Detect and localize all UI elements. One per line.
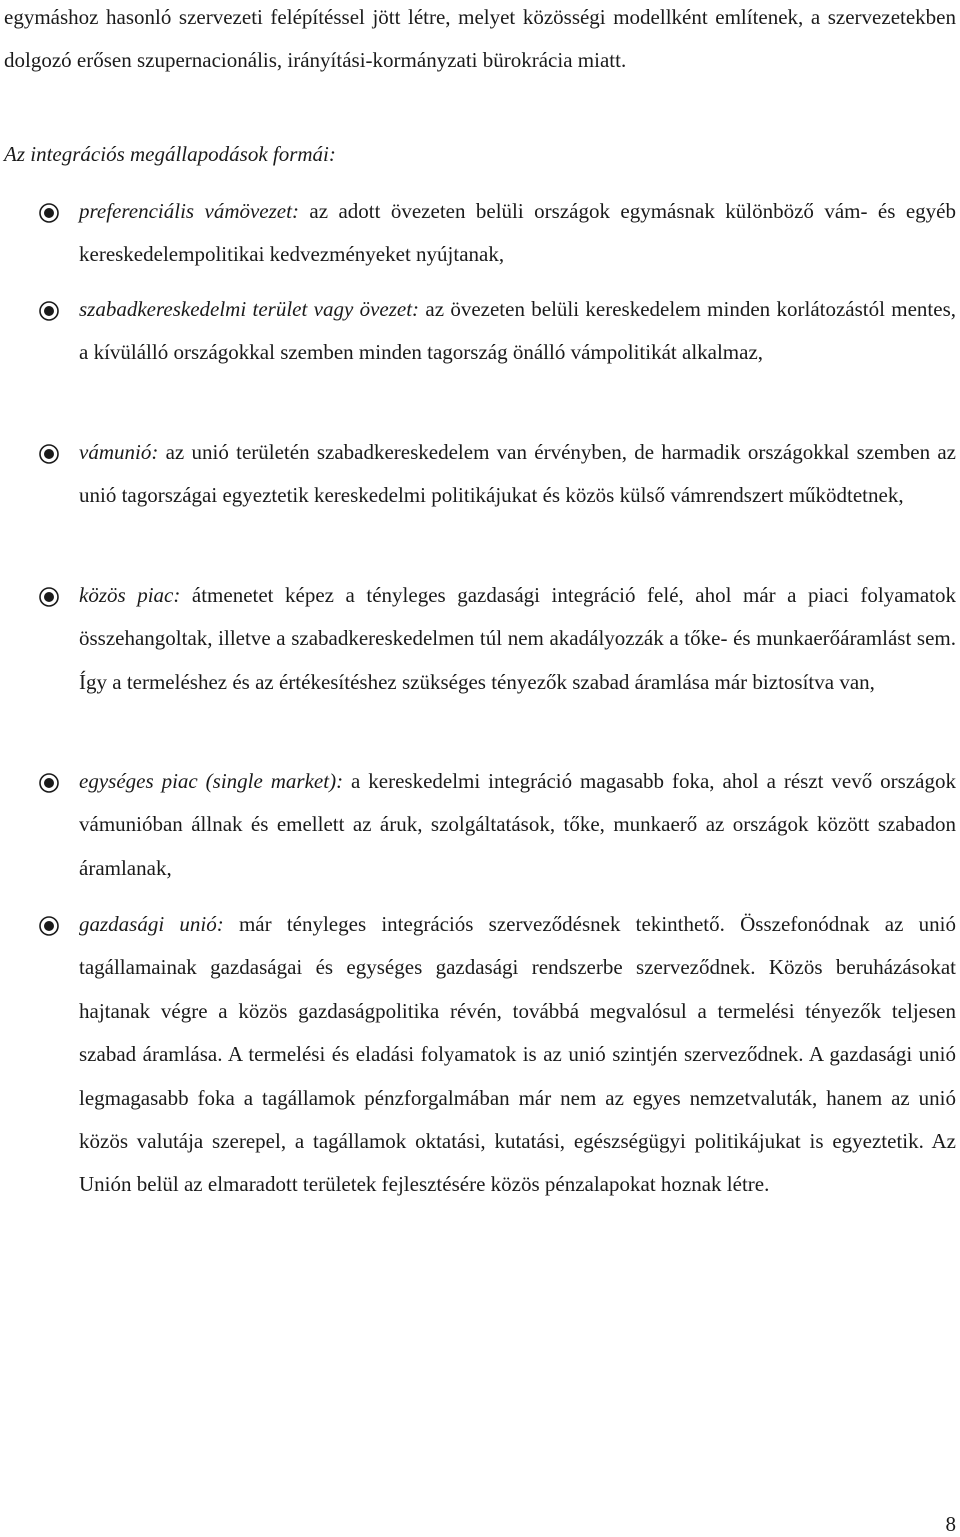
radio-bullet-icon [38,586,60,608]
list-item-text [79,760,956,890]
page-number: 8 [945,1512,956,1536]
list-item-term: preferenciális vámövezet: [79,199,299,223]
list-item-term: egységes piac (single market): [79,769,344,793]
list-item-text [79,574,956,704]
list-item-text [79,903,956,1207]
list-item-text [79,190,956,277]
list-item-body: az unió területén szabadkereskedelem van érvényben, de harmadik országokkal szemben az unió tagországai egyeztetik kereskedelmi politikájukat és közös külső vámrendszert működtetnek, [79,440,956,508]
list-item-body: az övezeten belüli kereskedelem minden korlátozástól mentes, a kívülálló országokkal szemben minden tagország önálló vámpolitikát alkalmaz, [79,297,957,365]
radio-bullet-icon [38,915,60,937]
list-item-body: az adott övezeten belüli országok egymásnak különböző vám- és egyéb kereskedelempolitikai kedvezményeket nyújtanak, [79,199,956,267]
radio-bullet-icon [38,772,60,794]
list-item-term: közös piac: [79,583,181,607]
radio-bullet-icon [38,443,60,465]
radio-bullet-icon [38,202,60,224]
list-item-body: átmenetet képez a tényleges gazdasági integráció felé, ahol már a piaci folyamatok összehangoltak, illetve a szabadkereskedelmen túl nem akadályozzák a tőke- és munkaerőáramlást sem. Így a termeléshez és az értékesítéshez szükséges tényezők szabad áramlása már biztosítva van, [79,583,956,694]
list-item-text [79,288,956,375]
list-item-text [79,431,956,518]
section-heading: Az integrációs megállapodások formái: [4,142,336,166]
list-item-term: szabadkereskedelmi terület vagy övezet: [79,297,420,321]
list-item-term: vámunió: [79,440,159,464]
radio-bullet-icon [38,300,60,322]
intro-paragraph: egymáshoz hasonló szervezeti felépítéssel jött létre, melyet közösségi modellként említenek, a szervezetekben dolgozó erősen szupernacionális, irányítási-kormányzati bürokrácia miatt. [4,5,956,72]
list-item-body: már tényleges integrációs szerveződésnek tekinthető. Összefonódnak az unió tagállamainak gazdaságai és egységes gazdasági rendszerbe szerveződnek. Közös beruházásokat hajtanak végre a közös gazdaságpolitika révén, továbbá megvalósul a termelési tényezők teljesen szabad áramlása. A termelési és eladási folyamatok is az unió szintjén szerveződnek. A gazdasági unió legmagasabb foka a tagállamok pénzforgalmában már nem az egyes nemzetvaluták, hanem az unió közös valutája szerepel, a tagállamok oktatási, kutatási, egészségügyi politikájukat is egyeztetik. Az Unión belül az elmaradott területek fejlesztésére közös pénzalapokat hoznak létre. [79,912,956,1197]
list-item-body: a kereskedelmi integráció magasabb foka, ahol a részt vevő országok vámunióban állnak és emellett az áruk, szolgáltatások, tőke, munkaerő az országok között szabadon áramlanak, [79,769,956,880]
list-item-term: gazdasági unió: [79,912,224,936]
